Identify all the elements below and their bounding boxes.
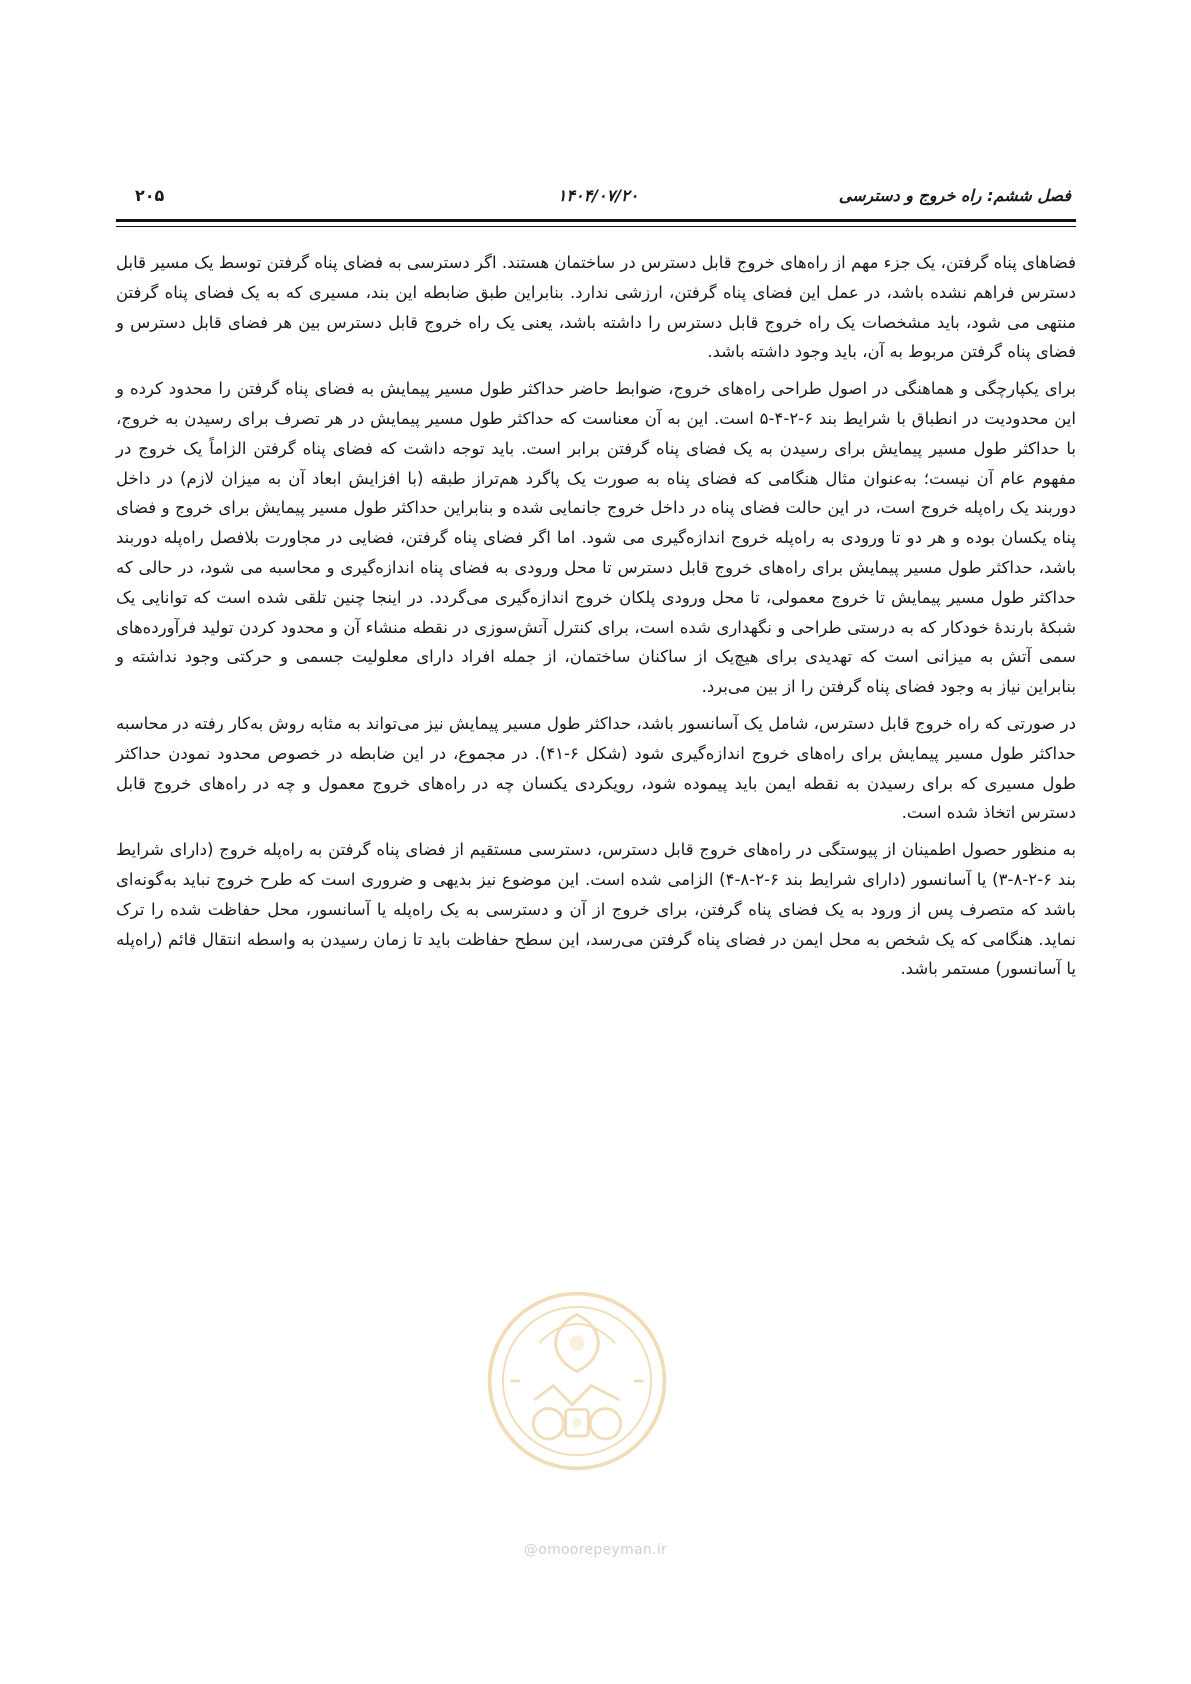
page-header: [125, 186, 1071, 216]
paragraph-2: برای یکپارچگی و هماهنگی در اصول طراحی راه‌های خروج، ضوابط حاضر حداکثر طول مسیر پیمایش به فضای پناه گرفتن را محدود کرده و این محدودیت در انطباق با شرایط بند ۶-۲-۴-۵ است. این به آن معناست که حداکثر طول مسیر پیمایش در هر تصرف برای رسیدن به خروج، با حداکثر طول مسیر پیمایش برای رسیدن به یک فضای پناه گرفتن برابر است. باید توجه داشت که فضای پناه گرفتن الزاماً یک خروج در مفهوم عام آن نیست؛ به‌عنوان مثال هنگامی که فضای پناه به صورت یک پاگرد هم‌تراز طبقه (با افزایش ابعاد آن به میزان لازم) در داخل دوربند یک راه‌پله خروج است، در این حالت فضای پناه در داخل خروج جانمایی شده و بنابراین حداکثر طول مسیر پیمایش برای خروج و فضای پناه یکسان بوده و هر دو تا ورودی به راه‌پله خروج اندازه‌گیری می شود. اما اگر فضای پناه گرفتن، فضایی در مجاورت بلافصل راه‌پله دوربند باشد، حداکثر طول مسیر پیمایش برای راه‌های خروج قابل دسترس تا محل ورودی به فضای پناه اندازه‌گیری و محاسبه می شود، در حالی که حداکثر طول مسیر پیمایش تا خروج معمولی، تا محل ورودی پلکان خروج اندازه‌گیری می‌گردد. در اینجا چنین تلقی شده است که توانایی یک شبکهٔ بارندهٔ خودکار که به درستی طراحی و نگهداری شده است، برای کنترل آتش‌سوزی در نقطه منشاء آن و محدود کردن تولید فرآورده‌های سمی آتش به میزانی است که تهدیدی برای هیچ‌یک از ساکنان ساختمان، از جمله افراد دارای معلولیت جسمی و حرکتی وجود نداشته و بنابراین نیاز به وجود فضای پناه گرفتن را از بین می‌برد.: [116, 379, 1076, 697]
paragraph-3: در صورتی که راه خروج قابل دسترس، شامل یک آسانسور باشد، حداکثر طول مسیر پیمایش نیز می‌تواند به مثابه روش به‌کار رفته در محاسبه حداکثر طول مسیر پیمایش برای راه‌های خروج اندازه‌گیری شود (شکل ۶-۴۱). در مجموع، در این ضابطه در خصوص محدود نمودن حداکثر طول مسیری که برای رسیدن به نقطه ایمن باید پیموده شود، رویکردی یکسان چه در راه‌های خروج معمول و چه در راه‌های خروج قابل دسترس اتخاذ شده است.: [116, 713, 1076, 823]
paragraph-4: به منظور حصول اطمینان از پیوستگی در راه‌های خروج قابل دسترس، دسترسی مستقیم از فضای پناه گرفتن به راه‌پله خروج (دارای شرایط بند ۶-۲-۸-۳) یا آسانسور (دارای شرایط بند ۶-۲-۸-۴) الزامی شده است. این موضوع نیز بدیهی و ضروری است که طرح خروج نباید به‌گونه‌ای باشد که متصرف پس از ورود به یک فضای پناه گرفتن، برای خروج از آن و دسترسی به یک راه‌پله یا آسانسور، محل حفاظت شده را ترک نماید. هنگامی که یک شخص به محل ایمن در فضای پناه گرفتن می‌رسد، این سطح حفاظت باید تا زمان رسیدن به واسطه انتقال قائم (راه‌پله یا آسانسور) مستمر باشد.: [116, 840, 1076, 979]
header-rule-thick: [116, 219, 1076, 222]
page-number: ۲۰۵: [135, 186, 165, 205]
watermark-site-label: @omoorepeyman.ir: [523, 1542, 668, 1558]
watermark-seal-icon: [482, 1286, 672, 1476]
chapter-title: فصل ششم: راه خروج و دسترسی: [838, 186, 1071, 205]
header-rule-thin: [116, 226, 1076, 227]
header-date: ۱۴۰۴/۰۷/۲۰: [557, 186, 639, 205]
paragraph-1: فضاهای پناه گرفتن، یک جزء مهم از راه‌های خروج قابل دسترس در ساختمان هستند. اگر دسترسی به فضای پناه گرفتن توسط یک مسیر قابل دسترس فراهم نشده باشد، در عمل این فضای پناه گرفتن، ارزشی ندارد. بنابراین طبق ضابطه این بند، مسیری که به یک فضای پناه گرفتن منتهی می شود، باید مشخصات یک راه خروج قابل دسترس را داشته باشد، یعنی یک راه خروج قابل دسترس بین هر فضای قابل دسترس و فضای پناه گرفتن مربوط به آن، باید وجود داشته باشد.: [116, 253, 1076, 362]
body-text: [116, 248, 1076, 991]
